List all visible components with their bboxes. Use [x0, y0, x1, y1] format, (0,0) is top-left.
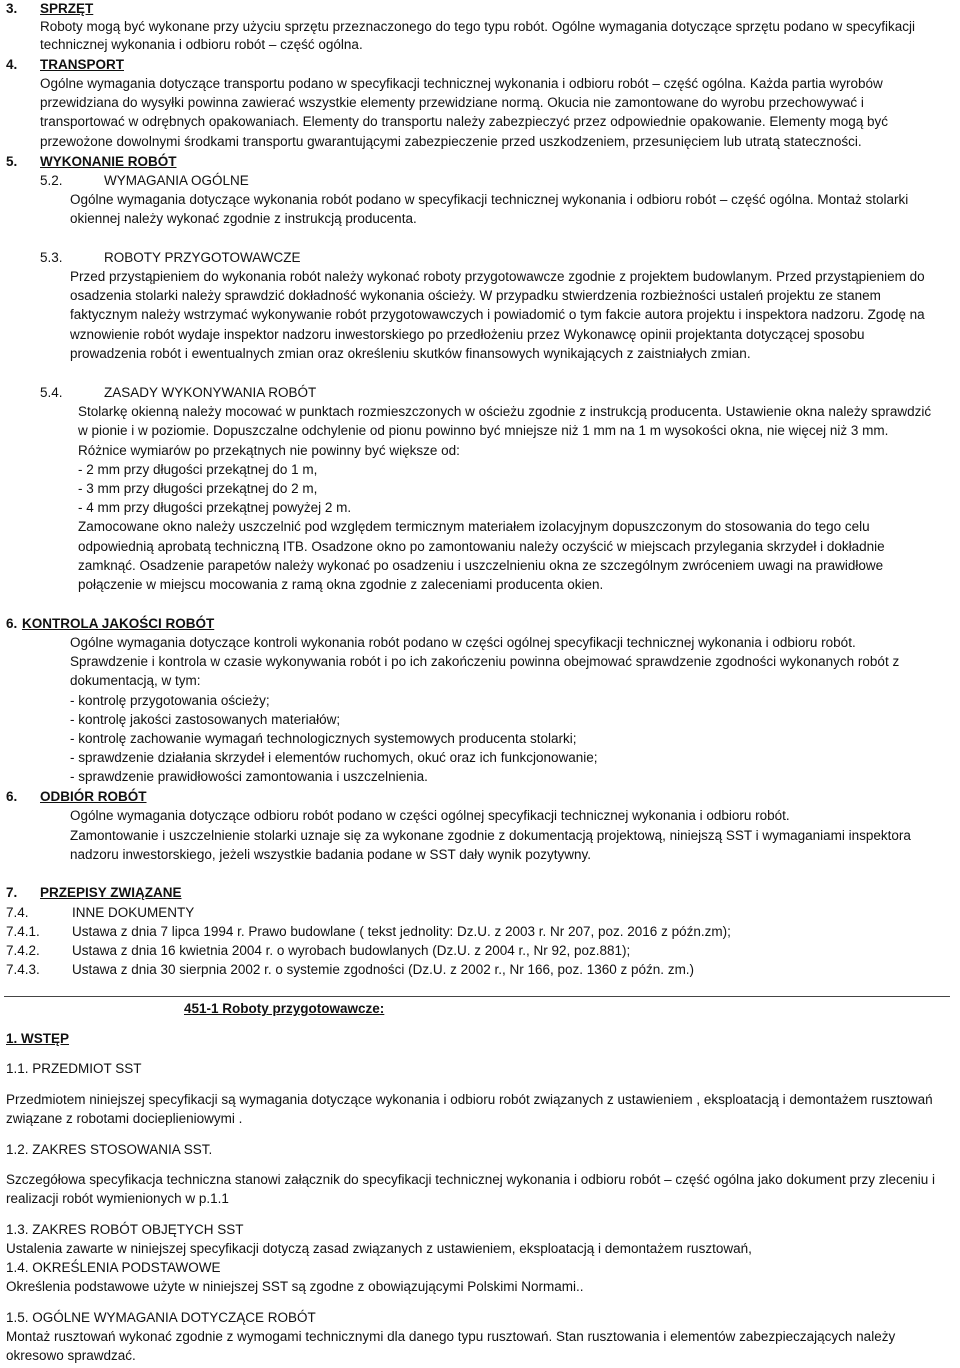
section-6b-line: nadzoru inwestorskiego, jeżeli wszystkie badania podane w SST dały wynik pozytywny.	[70, 847, 592, 862]
section-5-2-line: okiennej należy wykonać zgodnie z instrukcją producenta.	[70, 211, 417, 226]
section-6b-number: 6.	[6, 789, 18, 804]
section-7-title: PRZEPISY ZWIĄZANE	[40, 885, 182, 900]
part2-1-1-line: Przedmiotem niniejszej specyfikacji są wymagania dotyczące wykonania i odbioru robót związanych z ustawieniem , eksploatacją i demontażem rusztowań	[6, 1092, 933, 1107]
section-5-3-number: 5.3.	[40, 250, 63, 265]
section-6a-list-item: - sprawdzenie prawidłowości zamontowania i uszczelnienia.	[70, 769, 428, 784]
section-5-3-title: ROBOTY PRZYGOTOWAWCZE	[104, 250, 301, 265]
part2-1-5-title: 1.5. OGÓLNE WYMAGANIA DOTYCZĄCE ROBÓT	[6, 1310, 316, 1325]
section-7-number: 7.	[6, 885, 18, 900]
section-3-number: 3.	[6, 1, 18, 16]
section-5-2-title: WYMAGANIA OGÓLNE	[104, 173, 249, 188]
section-7-item-number: 7.4.	[6, 905, 29, 920]
section-6a-line: Sprawdzenie i kontrola w czasie wykonywania robót i po ich zakończeniu powinna obejmować sprawdzenie zgodności wykonanych robót z	[70, 654, 900, 669]
section-6a-number: 6.	[6, 616, 18, 631]
section-5-4-line: odpowiednią aprobatą techniczną ITB. Osadzone okno po zamontowaniu należy oczyścić w miejscach przylegania skrzydeł i dokładnie	[78, 539, 885, 554]
part2-1-2-title: 1.2. ZAKRES STOSOWANIA SST.	[6, 1142, 213, 1157]
horizontal-divider	[4, 996, 950, 997]
section-3-line: Roboty mogą być wykonane przy użyciu sprzętu przeznaczonego do tego typu robót. Ogólne wymagania dotyczące sprzętu podano w specyfikacji	[40, 19, 915, 34]
section-6a-line: Ogólne wymagania dotyczące kontroli wykonania robót podano w części ogólnej specyfikacji technicznej wykonania i odbioru robót.	[70, 635, 856, 650]
section-6a-list-item: - kontrolę jakości zastosowanych materiałów;	[70, 712, 341, 727]
section-7-item-number: 7.4.3.	[6, 962, 40, 977]
part2-1-3-title: 1.3. ZAKRES ROBÓT OBJĘTYCH SST	[6, 1222, 244, 1237]
section-7-item-text: Ustawa z dnia 30 sierpnia 2002 r. o systemie zgodności (Dz.U. z 2002 r., Nr 166, poz. 1360 z późn. zm.)	[72, 962, 695, 977]
section-7-item-number: 7.4.1.	[6, 924, 40, 939]
section-5-number: 5.	[6, 154, 18, 169]
section-5-4-line: Różnice wymiarów po przekątnych nie powinny być większe od:	[78, 443, 460, 458]
section-5-title: WYKONANIE ROBÓT	[40, 154, 177, 169]
section-5-3-line: osadzenia stolarki należy sprawdzić dokładność wykonania ościeży. W przypadku stwierdzenia rozbieżności ustaleń projektu ze stanem	[70, 288, 881, 303]
section-5-4-title: ZASADY WYKONYWANIA ROBÓT	[104, 385, 317, 400]
part2-intro-title: 1. WSTĘP	[6, 1031, 70, 1046]
part2-1-2-line: realizacji robót wymienionych w p.1.1	[6, 1191, 229, 1206]
section-3-line: technicznej wykonania i odbioru robót – część ogólna.	[40, 37, 363, 52]
part2-1-5-line: Montaż rusztowań wykonać zgodnie z wymogami technicznymi dla danego typu rusztowań. Stan rusztowania i elementów zabezpieczających należy	[6, 1329, 896, 1344]
section-6a-list-item: - kontrolę przygotowania ościeży;	[70, 693, 270, 708]
section-5-4-list-item: - 4 mm przy długości przekątnej powyżej 2 m.	[78, 500, 352, 515]
section-5-3-line: Przed przystąpieniem do wykonania robót należy wykonać roboty przygotowawcze zgodnie z projektem budowlanym. Przed przystąpieniem do	[70, 269, 925, 284]
section-5-4-line: zamknąć. Osadzenie parapetów należy wykonać po osadzeniu i uszczelnieniu okna ze szczególnym zwróceniem uwagi na prawidłowe	[78, 558, 884, 573]
section-6a-list-item: - sprawdzenie działania skrzydeł i elementów ruchomych, okuć oraz ich funkcjonowanie;	[70, 750, 598, 765]
part2-1-3-line: Ustalenia zawarte w niniejszej specyfikacji dotyczą zasad związanych z ustawieniem, eksploatacją i demontażem rusztowań,	[6, 1241, 752, 1256]
section-5-4-line: w pionie i w poziomie. Dopuszczalne odchylenie od pionu powinno być mniejsze niż 1 mm na 1 m wysokości okna, nie więcej niż 3 mm.	[78, 423, 889, 438]
section-5-4-line: połączenie w miejscu mocowania z ramą okna zgodnie z zaleceniami producenta okien.	[78, 577, 604, 592]
section-5-2-number: 5.2.	[40, 173, 63, 188]
section-5-4-list-item: - 3 mm przy długości przekątnej do 2 m,	[78, 481, 318, 496]
section-3-title: SPRZĘT	[40, 1, 94, 16]
section-4-title: TRANSPORT	[40, 57, 124, 72]
section-6b-line: Ogólne wymagania dotyczące odbioru robót podano w części ogólnej specyfikacji technicznej wykonania i odbioru robót.	[70, 808, 790, 823]
section-6a-list-item: - kontrolę zachowanie wymagań technologicznych systemowych producenta stolarki;	[70, 731, 577, 746]
section-5-4-line: Stolarkę okienną należy mocować w punktach rozmieszczonych w ościeżu zgodnie z instrukcją producenta. Ustawienie okna należy sprawdzić	[78, 404, 932, 419]
part2-heading: 451-1 Roboty przygotowawcze:	[184, 1001, 385, 1016]
section-6b-title: ODBIÓR ROBÓT	[40, 789, 147, 804]
section-5-3-line: faktycznym należy wstrzymać wykonywanie robót przygotowawczych i powiadomić o tym fakcie autora projektu i inspektora nadzoru. Zgodę na	[70, 307, 925, 322]
section-5-4-list-item: - 2 mm przy długości przekątnej do 1 m,	[78, 462, 318, 477]
part2-1-2-line: Szczegółowa specyfikacja techniczna stanowi załącznik do specyfikacji technicznej wykonania i odbioru robót – część ogólna jako dokument przy zleceniu i	[6, 1172, 935, 1187]
section-5-3-line: prowadzenia robót i ewentualnych zmian oraz określeniu skutków finansowych wynikających z zaistniałych zmian.	[70, 346, 751, 361]
section-5-4-number: 5.4.	[40, 385, 63, 400]
section-4-line: transportować w odrębnych opakowaniach. Elementy do transportu należy zabezpieczyć przez odpowiednie opakowanie. Elementy mogą być	[40, 114, 888, 129]
section-7-item-text: Ustawa z dnia 16 kwietnia 2004 r. o wyrobach budowlanych (Dz.U. z 2004 r., Nr 92, poz.881);	[72, 943, 631, 958]
part2-1-1-line: związane z robotami docieplieniowymi .	[6, 1111, 243, 1126]
section-7-item-text: INNE DOKUMENTY	[72, 905, 195, 920]
section-7-item-number: 7.4.2.	[6, 943, 40, 958]
section-5-3-line: wznowienie robót wydaje inspektor nadzoru inwestorskiego po przedłożeniu przez Wykonawcę opinii projektanta dotyczącej sposobu	[70, 327, 865, 342]
part2-1-4-line: Określenia podstawowe użyte w niniejszej SST są zgodne z obowiązującymi Polskimi Normami..	[6, 1279, 584, 1294]
section-7-item-text: Ustawa z dnia 7 lipca 1994 r. Prawo budowlane ( tekst jednolity: Dz.U. z 2003 r. Nr 207, poz. 2016 z późn.zm);	[72, 924, 731, 939]
section-4-line: Ogólne wymagania dotyczące transportu podano w specyfikacji technicznej wykonania i odbioru robót – część ogólna. Każda partia wyrobów	[40, 76, 883, 91]
section-6b-line: Zamontowanie i uszczelnienie stolarki uznaje się za wykonane zgodnie z dokumentacją projektową, niniejszą SST i wymaganiami inspektora	[70, 828, 911, 843]
section-5-2-line: Ogólne wymagania dotyczące wykonania robót podano w specyfikacji technicznej wykonania i odbioru robót – część ogólna. Montaż stolarki	[70, 192, 909, 207]
section-4-number: 4.	[6, 57, 18, 72]
part2-1-1-title: 1.1. PRZEDMIOT SST	[6, 1061, 142, 1076]
section-6a-line: dokumentacją, w tym:	[70, 673, 201, 688]
part2-1-5-line: okresowo sprawdzać.	[6, 1348, 136, 1363]
part2-1-4-title: 1.4. OKREŚLENIA PODSTAWOWE	[6, 1260, 221, 1275]
section-5-4-line: Zamocowane okno należy uszczelnić pod względem termicznym materiałem izolacyjnym dopuszczonym do stosowania do tego celu	[78, 519, 870, 534]
section-4-line: przewożone dowolnymi środkami transportu gwarantującymi zabezpieczenie przed uszkodzeniem, przesunięciem lub utratą stateczności.	[40, 134, 862, 149]
section-6a-title: KONTROLA JAKOŚCI ROBÓT	[22, 616, 215, 631]
section-4-line: przewidziana do wysyłki powinna zawierać wszystkie elementy przewidziane normą. Okucia nie zamontowane do wyrobu przechowywać i	[40, 95, 864, 110]
